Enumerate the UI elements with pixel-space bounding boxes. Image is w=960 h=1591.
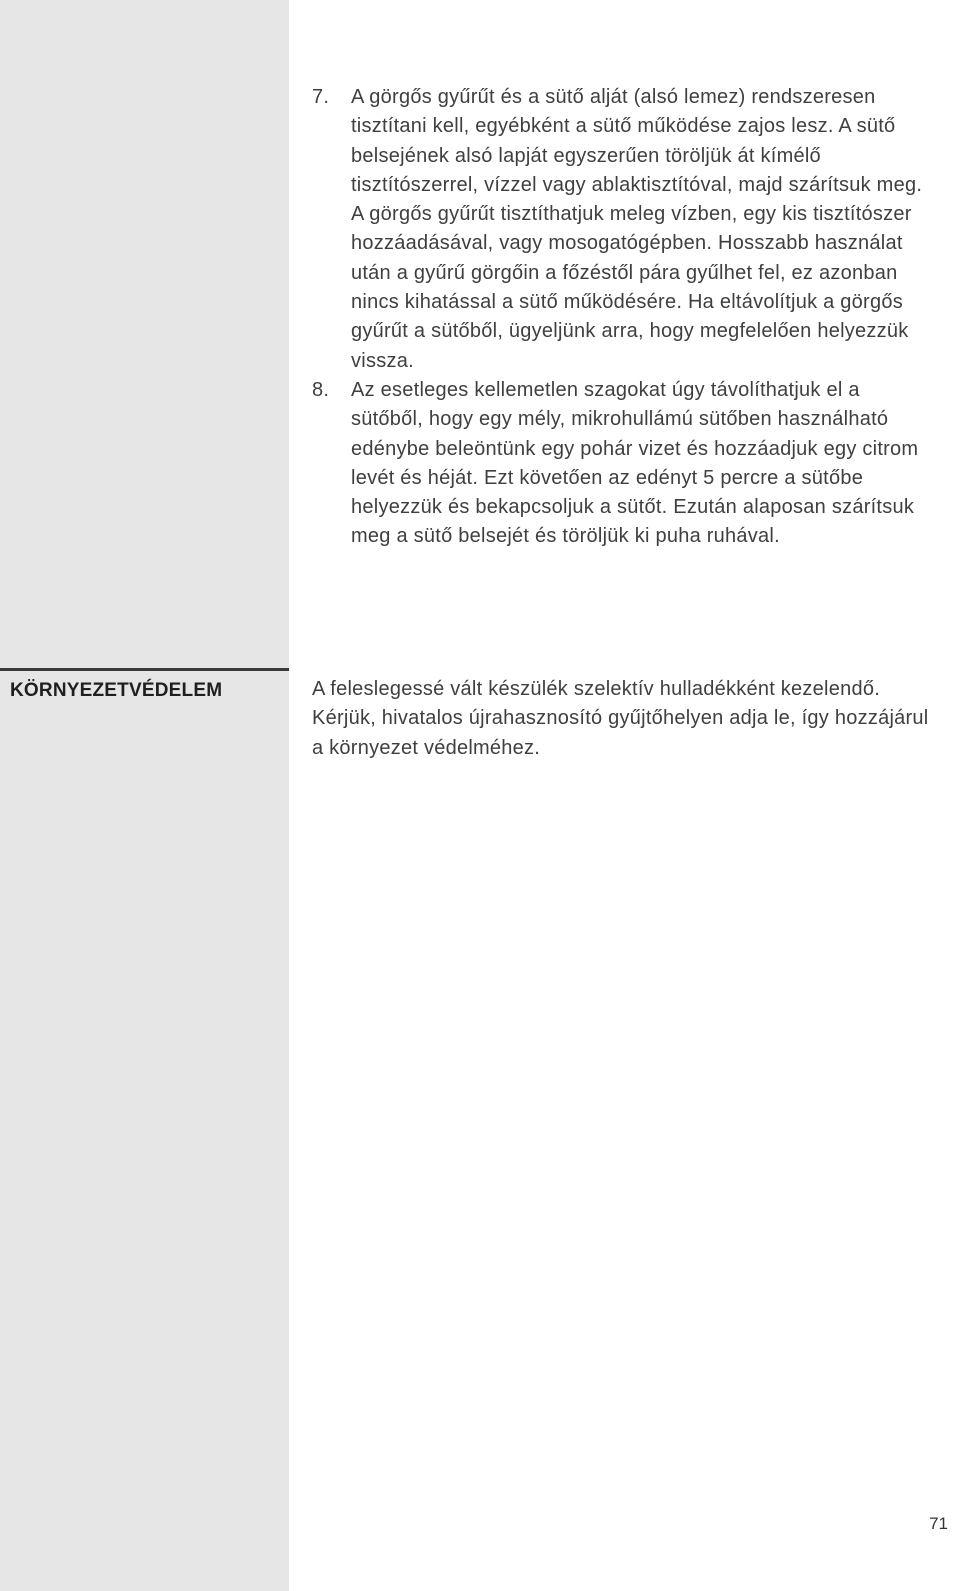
list-item-text: A görgős gyűrűt és a sütő alját (alsó lemez) rendszeresen tisztítani kell, egyébként a sütő működése zajos lesz. A sütő belsejének alsó lapját egyszerűen töröljük át kímélő tisztítószerrel, vízzel vagy ablaktisztítóval, majd szárítsuk meg. A görgős gyűrűt tisztíthatjuk meleg vízben, egy kis tisztítószer hozzáadásával, vagy mosogatógépben. Hosszabb használat után a gyűrű görgőin a főzéstől pára gyűlhet fel, ez azonban nincs kihatással a sütő működésére. Ha eltávolítjuk a görgős gyűrűt a sütőből, ügyeljünk arra, hogy megfelelően helyezzük vissza. xyxy=(351,86,923,372)
section-heading-environment: KÖRNYEZETVÉDELEM xyxy=(10,680,223,701)
section-divider xyxy=(0,668,289,671)
list-item xyxy=(312,376,932,552)
main-content xyxy=(312,83,932,552)
page-number: 71 xyxy=(929,1514,948,1533)
sidebar-panel xyxy=(0,0,289,1591)
list-item-number: 8. xyxy=(312,378,330,401)
list-item xyxy=(312,83,932,376)
list-item-number: 7. xyxy=(312,86,330,108)
environment-paragraph: A feleslegessé vált készülék szelektív hulladékként kezelendő. Kérjük, hivatalos újrahasznosító gyűjtőhelyen adja le, így hozzájárul a környezet védelméhez. xyxy=(312,678,929,759)
cleaning-instructions-list xyxy=(312,83,932,552)
list-item-text: Az esetleges kellemetlen szagokat úgy távolíthatjuk el a sütőből, hogy egy mély, mikrohullámú sütőben használható edénybe beleöntünk egy pohár vizet és hozzáadjuk egy citrom levét és héját. Ezt követően az edényt 5 percre a sütőbe helyezzük és bekapcsoljuk a sütőt. Ezután alaposan szárítsuk meg a sütő belsejét és töröljük ki puha ruhával. xyxy=(351,378,919,548)
